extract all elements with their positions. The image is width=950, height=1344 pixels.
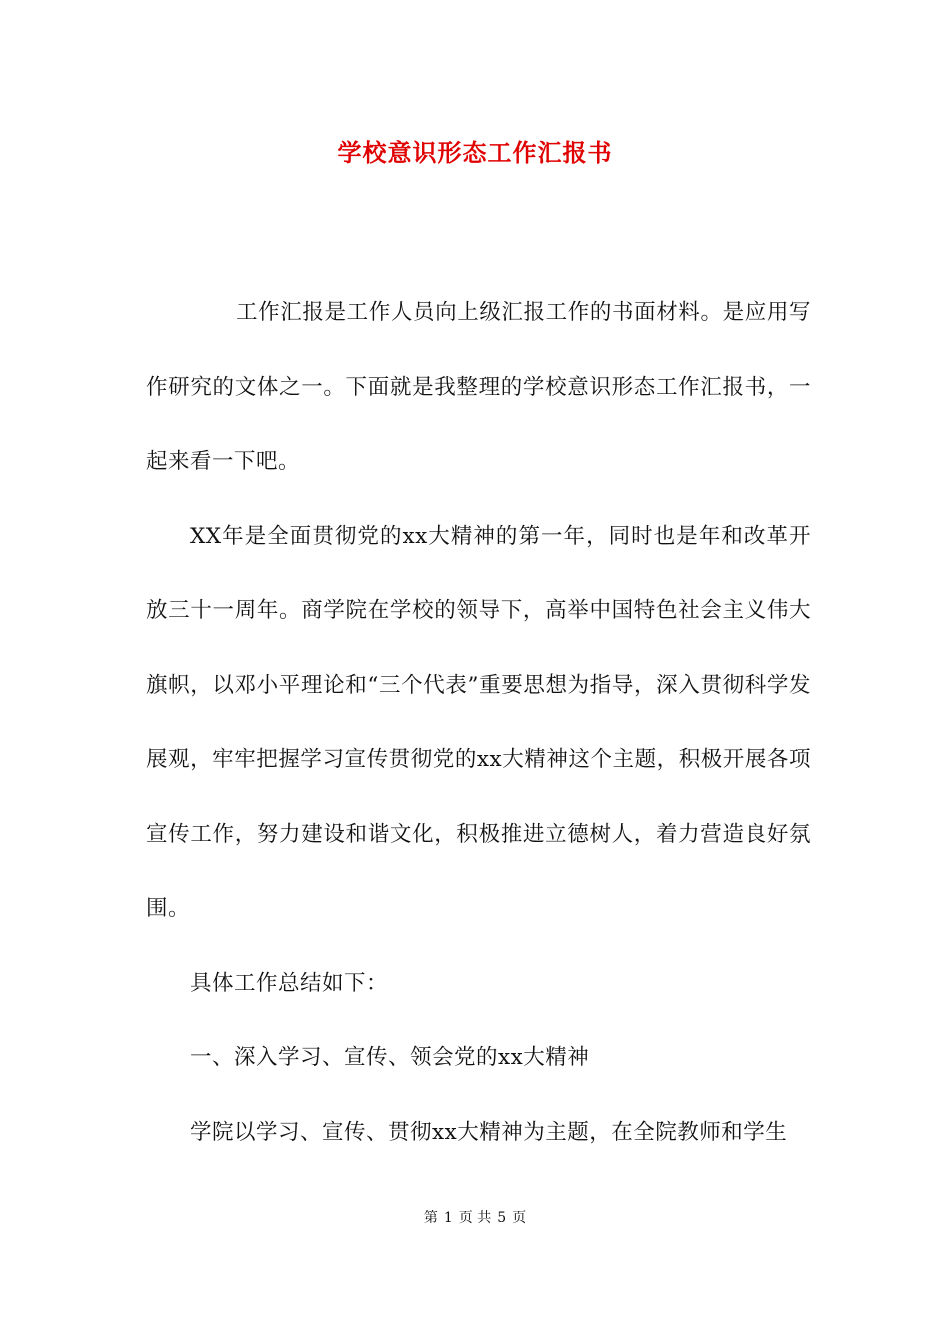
body-paragraph: XX年是全面贯彻党的xx大精神的第一年，同时也是年和改革开放三十一周年。商学院在学校的领导下，高举中国特色社会主义伟大旗帜，以邓小平理论和“三个代表”重要思想为指导，深入贯彻科学发展观，牢牢把握学习宣传贯彻党的xx大精神这个主题，积极开展各项宣传工作，努力建设和谐文化，积极推进立德树人，着力营造良好氛围。	[146, 523, 811, 921]
document-title: 学校意识形态工作汇报书	[337, 138, 613, 167]
footer-prefix: 第	[423, 1210, 438, 1226]
footer-total-pages: 5	[497, 1210, 507, 1226]
section-paragraph: 学院以学习、宣传、贯彻xx大精神为主题，在全院教师和学生	[190, 1119, 788, 1145]
page-footer	[0, 1208, 950, 1228]
summary-intro-paragraph: 具体工作总结如下：	[190, 970, 389, 996]
section-heading: 一、深入学习、宣传、领会党的xx大精神	[190, 1045, 590, 1070]
footer-middle: 页 共	[458, 1210, 492, 1226]
footer-suffix: 页	[512, 1210, 527, 1226]
document-body	[146, 276, 811, 1170]
footer-current-page: 1	[443, 1210, 453, 1226]
intro-paragraph: 工作汇报是工作人员向上级汇报工作的书面材料。是应用写作研究的文体之一。下面就是我整理的学校意识形态工作汇报书，一起来看一下吧。	[146, 300, 811, 474]
